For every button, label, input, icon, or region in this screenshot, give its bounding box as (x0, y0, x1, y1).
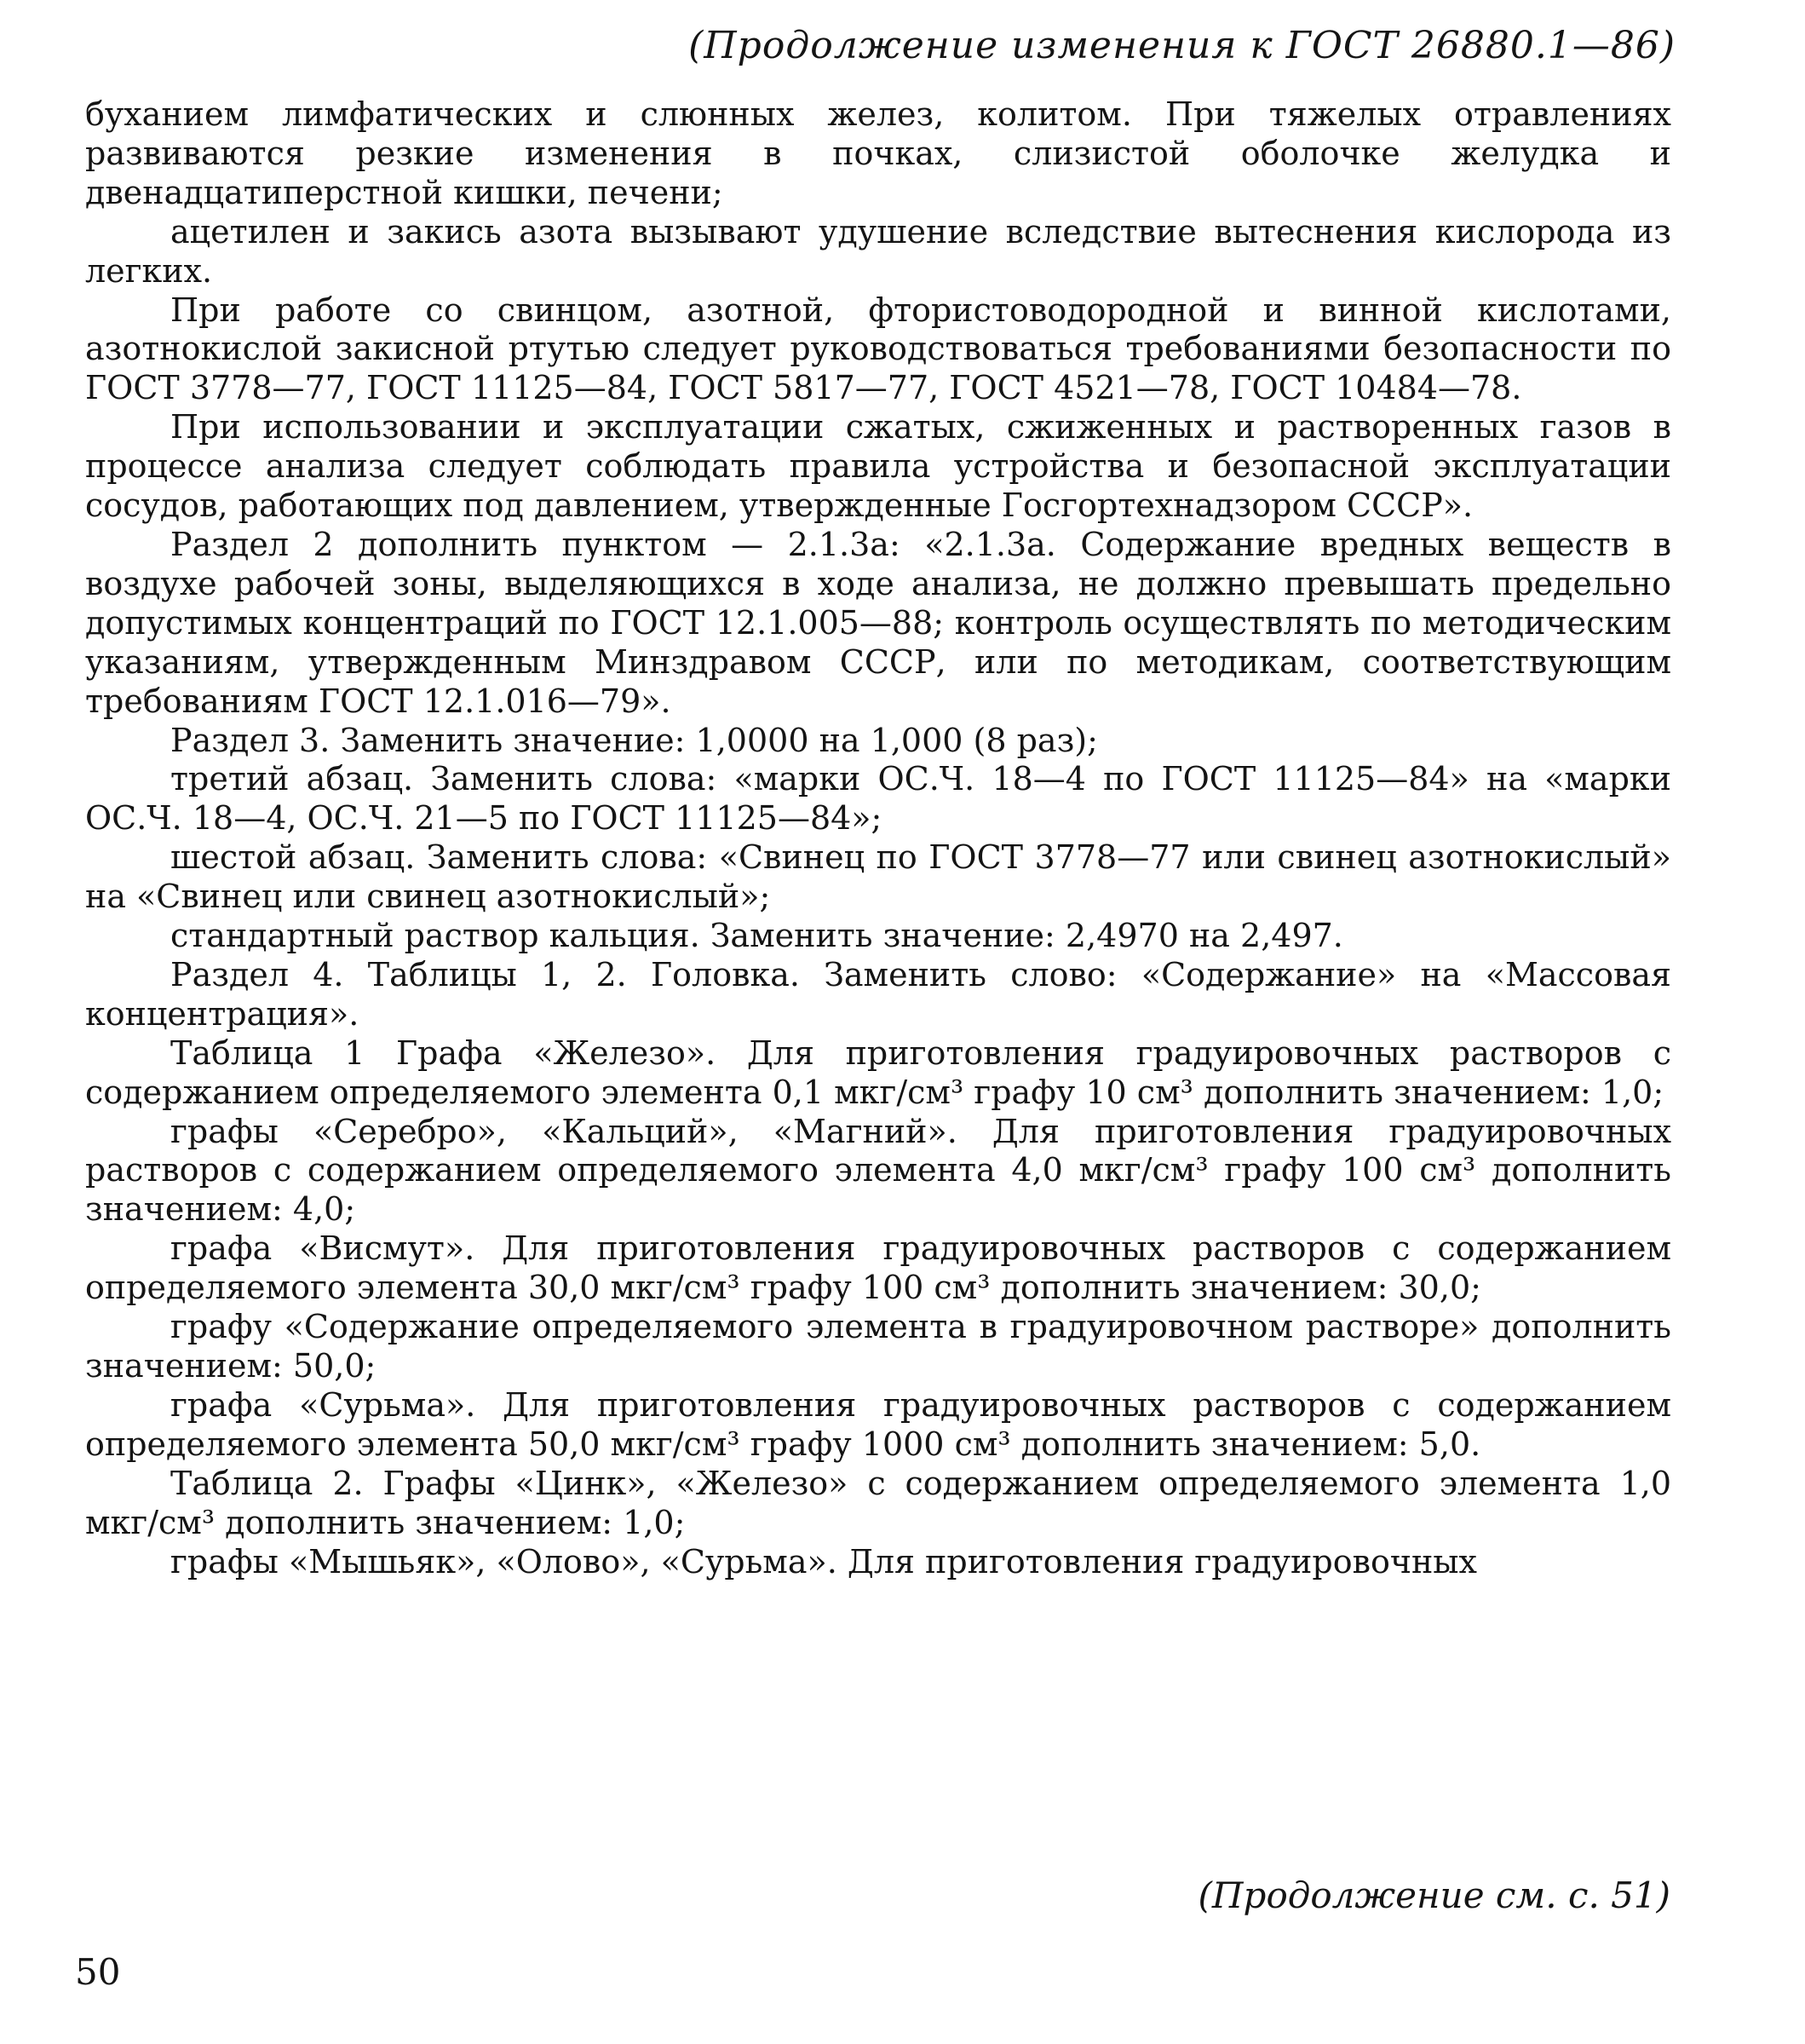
paragraph: графу «Содержание определяемого элемента в градуировочном растворе» дополнить значением: 50,0; (85, 1308, 1671, 1385)
paragraph: шестой абзац. Заменить слова: «Свинец по ГОСТ 3778—77 или свинец азотнокислый» на «Свинец или свинец азотнокислый»; (85, 838, 1671, 916)
paragraph: стандартный раствор кальция. Заменить значение: 2,4970 на 2,497. (170, 917, 1343, 955)
paragraph: Таблица 2. Графы «Цинк», «Железо» с содержанием определяемого элемента 1,0 мкг/см³ дополнить значением: 1,0; (85, 1464, 1671, 1541)
body-text (85, 95, 1671, 1581)
paragraph: При работе со свинцом, азотной, фтористоводородной и винной кислотами, азотнокислой закисной ртутью следует руководствоваться требованиями безопасности по ГОСТ 3778—77, ГОСТ 11125—84, ГОСТ 5817—77, ГОСТ 4521—78, ГОСТ 10484—78. (85, 291, 1671, 407)
paragraph: Раздел 4. Таблицы 1, 2. Головка. Заменить слово: «Содержание» на «Массовая концентрация». (85, 955, 1671, 1033)
page-number: 50 (75, 1951, 121, 1993)
continuation-header: (Продолжение изменения к ГОСТ 26880.1—86) (688, 24, 1676, 67)
paragraph: графа «Висмут». Для приготовления градуировочных растворов с содержанием определяемого элемента 30,0 мкг/см³ графу 100 см³ дополнить значением: 30,0; (85, 1229, 1671, 1307)
paragraph: графы «Мышьяк», «Олово», «Сурьма». Для приготовления градуировочных (170, 1542, 1477, 1581)
paragraph: Таблица 1 Графа «Железо». Для приготовления градуировочных растворов с содержанием определяемого элемента 0,1 мкг/см³ графу 10 см³ дополнить значением: 1,0; (85, 1034, 1671, 1111)
paragraph: Раздел 3. Заменить значение: 1,0000 на 1,000 (8 раз); (170, 721, 1098, 759)
paragraph: буханием лимфатических и слюнных желез, колитом. При тяжелых отравлениях развиваются резкие изменения в почках, слизистой оболочке желудка и двенадцатиперстной кишки, печени; (85, 95, 1671, 211)
paragraph: графа «Сурьма». Для приготовления градуировочных растворов с содержанием определяемого элемента 50,0 мкг/см³ графу 1000 см³ дополнить значением: 5,0. (85, 1385, 1671, 1463)
paragraph: графы «Серебро», «Кальций», «Магний». Для приготовления градуировочных растворов с содержанием определяемого элемента 4,0 мкг/см³ графу 100 см³ дополнить значением: 4,0; (85, 1112, 1671, 1229)
paragraph: ацетилен и закись азота вызывают удушение вследствие вытеснения кислорода из легких. (85, 212, 1671, 290)
paragraph: При использовании и эксплуатации сжатых, сжиженных и растворенных газов в процессе анализа следует соблюдать правила устройства и безопасной эксплуатации сосудов, работающих под давлением, утвержденные Госгортехнадзором СССР». (85, 408, 1671, 525)
paragraph: третий абзац. Заменить слова: «марки ОС.Ч. 18—4 по ГОСТ 11125—84» на «марки ОС.Ч. 18—4, ОС.Ч. 21—5 по ГОСТ 11125—84»; (85, 760, 1671, 838)
paragraph: Раздел 2 дополнить пунктом — 2.1.3а: «2.1.3а. Содержание вредных веществ в воздухе рабочей зоны, выделяющихся в ходе анализа, не должно превышать предельно допустимых концентраций по ГОСТ 12.1.005—88; контроль осуществлять по методическим указаниям, утвержденным Минздравом СССР, или по методикам, соответствующим требованиям ГОСТ 12.1.016—79». (85, 525, 1671, 720)
continuation-footer-note: (Продолжение см. с. 51) (1198, 1874, 1670, 1916)
